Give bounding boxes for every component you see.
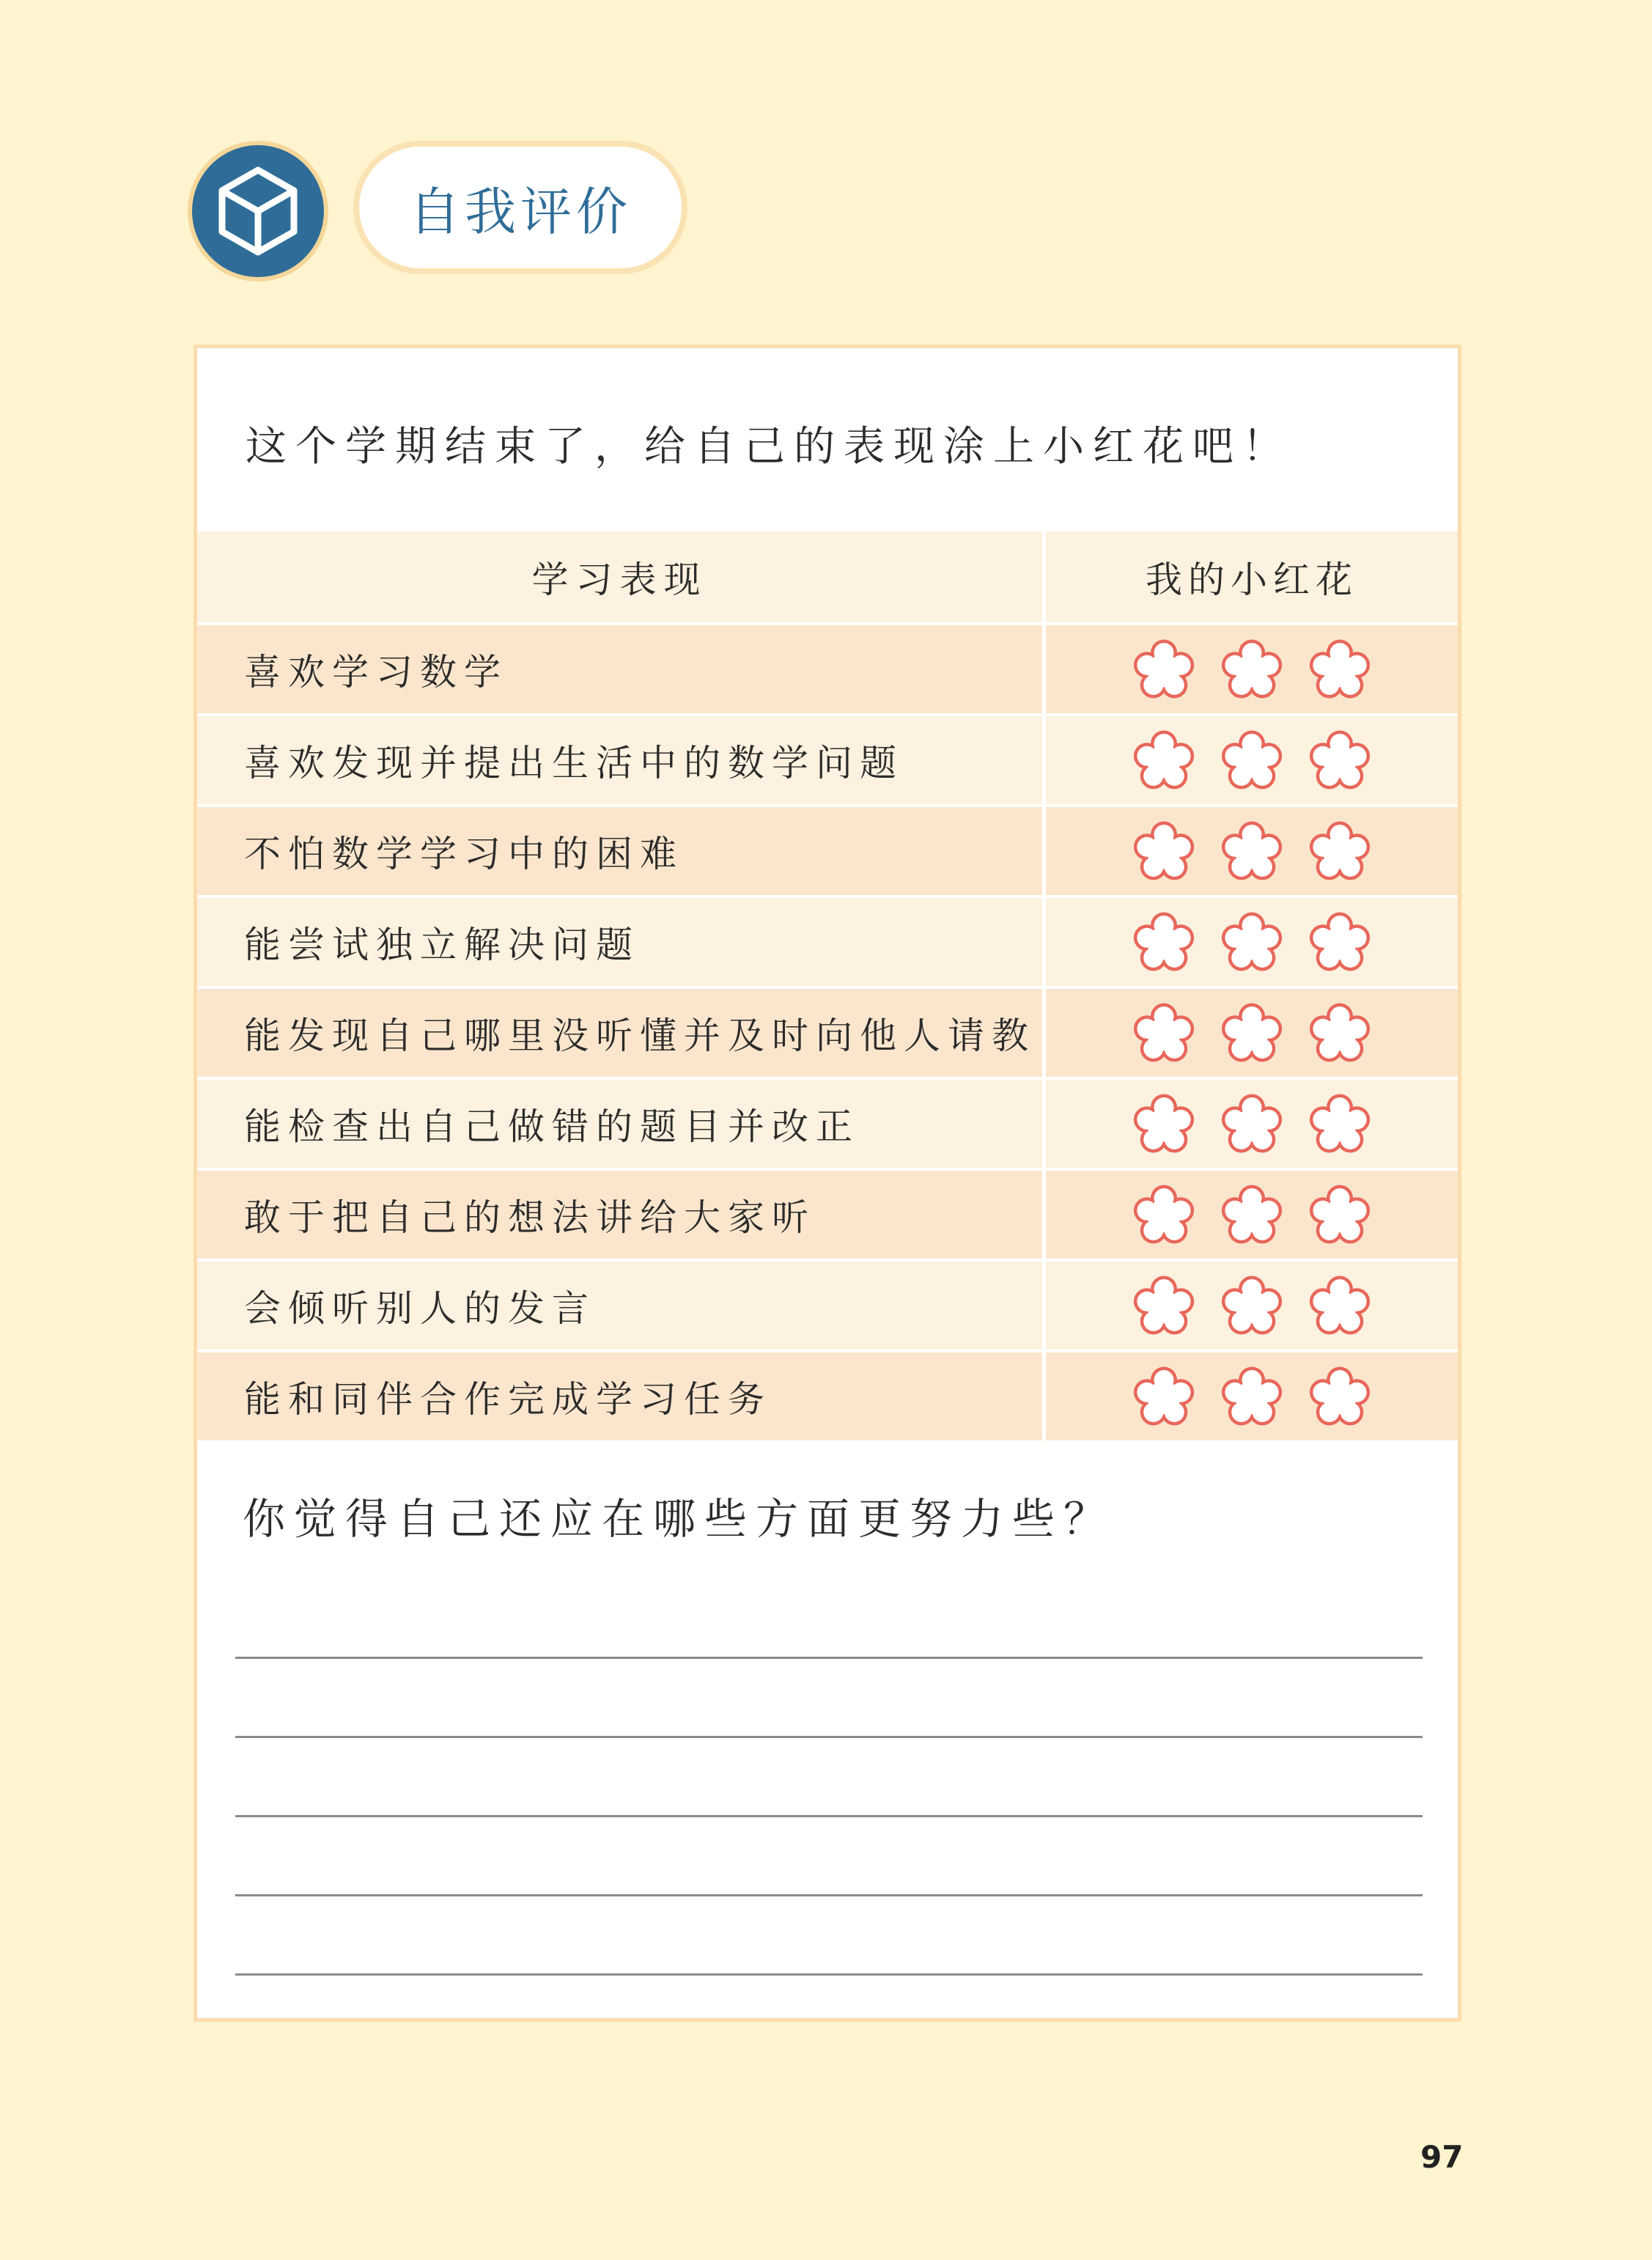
table-row: [197, 622, 1458, 713]
flower-group: [1131, 1273, 1373, 1339]
red-flower-outline-icon[interactable]: [1307, 1273, 1373, 1339]
red-flower-outline-icon[interactable]: [1131, 1273, 1197, 1339]
writing-line[interactable]: [235, 1973, 1423, 1976]
red-flower-outline-icon[interactable]: [1307, 1091, 1373, 1157]
flower-group: [1131, 818, 1373, 884]
flower-cell: [1046, 1262, 1458, 1350]
intro-text: 这个学期结束了，给自己的表现涂上小红花吧！: [246, 423, 1292, 471]
red-flower-outline-icon[interactable]: [1219, 727, 1285, 793]
red-flower-outline-icon[interactable]: [1131, 818, 1197, 884]
flower-cell: [1046, 716, 1458, 804]
flower-cell: [1046, 1352, 1458, 1440]
page-number: 97: [1420, 2139, 1464, 2175]
red-flower-outline-icon[interactable]: [1307, 1182, 1373, 1248]
flower-group: [1131, 1363, 1373, 1429]
red-flower-outline-icon[interactable]: [1219, 818, 1285, 884]
self-evaluation-card: [193, 345, 1461, 2022]
red-flower-outline-icon[interactable]: [1131, 1091, 1197, 1157]
red-flower-outline-icon[interactable]: [1131, 909, 1197, 975]
flower-cell: [1046, 807, 1458, 895]
section-title: 自我评价: [409, 181, 632, 242]
flower-group: [1131, 636, 1373, 702]
flower-group: [1131, 1091, 1373, 1157]
table-row: [197, 804, 1458, 895]
table-row: [197, 1259, 1458, 1350]
flower-group: [1131, 1182, 1373, 1248]
column-header-performance: 学习表现: [197, 531, 1046, 622]
red-flower-outline-icon[interactable]: [1219, 1182, 1285, 1248]
writing-line[interactable]: [235, 1736, 1423, 1738]
performance-item: 不怕数学学习中的困难: [197, 807, 1046, 895]
flower-cell: [1046, 625, 1458, 713]
reflection-question: 你觉得自己还应在哪些方面更努力些？: [243, 1494, 1116, 1544]
red-flower-outline-icon[interactable]: [1219, 1091, 1285, 1157]
cube-icon: [192, 145, 324, 277]
red-flower-outline-icon[interactable]: [1131, 1182, 1197, 1248]
writing-line[interactable]: [235, 1657, 1423, 1659]
red-flower-outline-icon[interactable]: [1219, 636, 1285, 702]
performance-item: 能发现自己哪里没听懂并及时向他人请教: [197, 989, 1046, 1077]
red-flower-outline-icon[interactable]: [1307, 636, 1373, 702]
flower-group: [1131, 1000, 1373, 1066]
red-flower-outline-icon[interactable]: [1131, 1000, 1197, 1066]
red-flower-outline-icon[interactable]: [1307, 818, 1373, 884]
table-row: [197, 986, 1458, 1077]
red-flower-outline-icon[interactable]: [1131, 636, 1197, 702]
writing-line[interactable]: [235, 1894, 1423, 1896]
red-flower-outline-icon[interactable]: [1307, 727, 1373, 793]
table-row: [197, 713, 1458, 804]
red-flower-outline-icon[interactable]: [1219, 1273, 1285, 1339]
red-flower-outline-icon[interactable]: [1307, 1363, 1373, 1429]
red-flower-outline-icon[interactable]: [1131, 1363, 1197, 1429]
performance-item: 喜欢发现并提出生活中的数学问题: [197, 716, 1046, 804]
performance-item: 能和同伴合作完成学习任务: [197, 1352, 1046, 1440]
flower-cell: [1046, 1171, 1458, 1259]
flower-cell: [1046, 1080, 1458, 1168]
performance-item: 会倾听别人的发言: [197, 1262, 1046, 1350]
flower-cell: [1046, 898, 1458, 986]
table-row: [197, 1350, 1458, 1440]
performance-item: 敢于把自己的想法讲给大家听: [197, 1171, 1046, 1259]
flower-group: [1131, 909, 1373, 975]
table-row: [197, 1077, 1458, 1168]
red-flower-outline-icon[interactable]: [1219, 1000, 1285, 1066]
column-header-flowers: 我的小红花: [1146, 559, 1358, 601]
red-flower-outline-icon[interactable]: [1131, 727, 1197, 793]
evaluation-table: [197, 531, 1458, 1440]
table-row: [197, 1168, 1458, 1259]
red-flower-outline-icon[interactable]: [1307, 909, 1373, 975]
red-flower-outline-icon[interactable]: [1219, 909, 1285, 975]
red-flower-outline-icon[interactable]: [1219, 1363, 1285, 1429]
red-flower-outline-icon[interactable]: [1307, 1000, 1373, 1066]
writing-lines: [235, 1657, 1423, 2053]
flower-group: [1131, 727, 1373, 793]
table-row: [197, 895, 1458, 986]
performance-item: 喜欢学习数学: [197, 625, 1046, 713]
table-header-row: [197, 531, 1458, 622]
writing-line[interactable]: [235, 1815, 1423, 1817]
performance-item: 能检查出自己做错的题目并改正: [197, 1080, 1046, 1168]
section-title-pill: [359, 147, 682, 268]
performance-item: 能尝试独立解决问题: [197, 898, 1046, 986]
flower-cell: [1046, 989, 1458, 1077]
